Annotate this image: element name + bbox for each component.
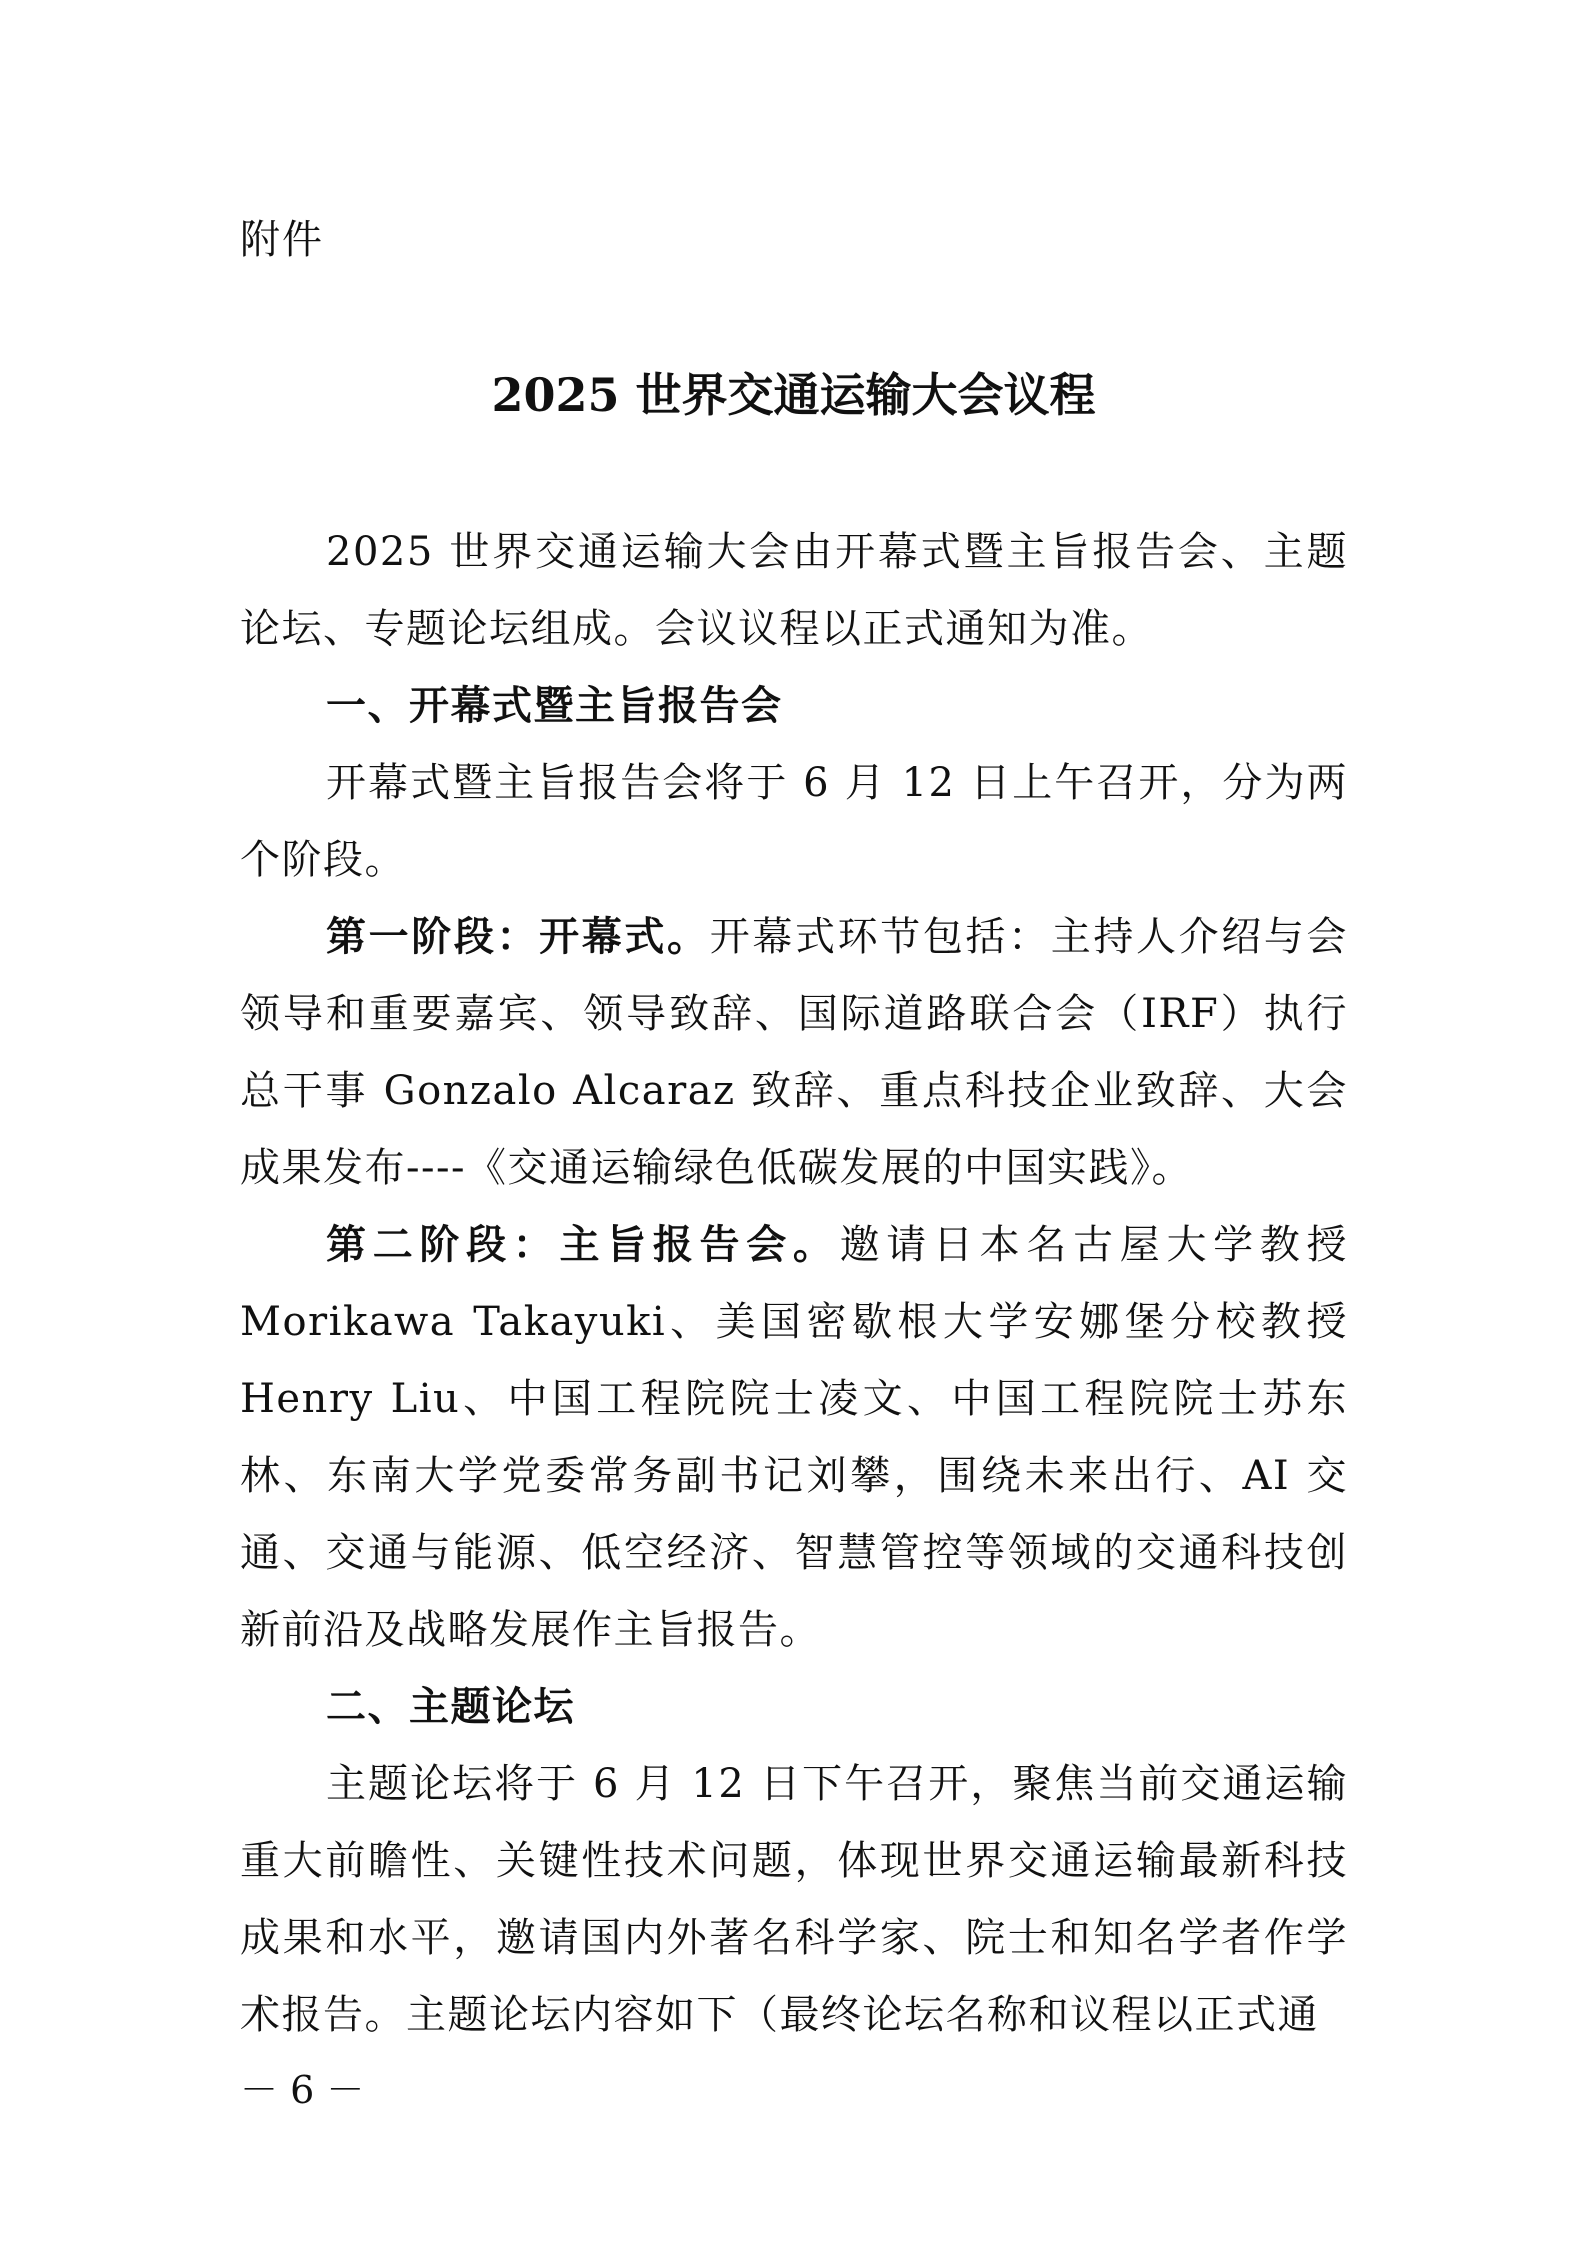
stage1-text: 开幕式环节包括：主持人介绍与会领导和重要嘉宾、领导致辞、国际道路联合会（IRF）执行总干事 Gonzalo Alcaraz 致辞、重点科技企业致辞、大会成果发布----《交通运输绿色低碳发展的中国实践》。 xyxy=(240,914,1349,1191)
stage2-lead: 第二阶段：主旨报告会。 xyxy=(326,1222,840,1268)
section-heading-theme-forum: 二、主题论坛 xyxy=(326,1684,575,1730)
section-heading-opening: 一、开幕式暨主旨报告会 xyxy=(326,683,783,729)
theme-forum-paragraph: 主题论坛将于 6 月 12 日下午召开，聚焦当前交通运输重大前瞻性、关键性技术问题，体现世界交通运输最新科技成果和水平，邀请国内外著名科学家、院士和知名学者作学术报告。主题论坛内容如下（最终论坛名称和议程以正式通 xyxy=(240,1761,1348,2038)
document-body xyxy=(240,514,1348,2054)
document-title: 2025 世界交通运输大会议程 xyxy=(491,368,1096,422)
intro-paragraph: 2025 世界交通运输大会由开幕式暨主旨报告会、主题论坛、专题论坛组成。会议议程以正式通知为准。 xyxy=(240,529,1348,652)
page-number: － 6 － xyxy=(240,2068,365,2112)
stage2-paragraph xyxy=(240,1207,1348,1669)
stage2-text: 邀请日本名古屋大学教授 Morikawa Takayuki、美国密歇根大学安娜堡分校教授 Henry Liu、中国工程院院士凌文、中国工程院院士苏东林、东南大学党委常务副书记刘攀，围绕未来出行、AI 交通、交通与能源、低空经济、智慧管控等领域的交通科技创新前沿及战略发展作主旨报告。 xyxy=(240,1222,1349,1653)
stage1-lead: 第一阶段：开幕式。 xyxy=(326,914,710,960)
opening-summary-paragraph: 开幕式暨主旨报告会将于 6 月 12 日上午召开，分为两个阶段。 xyxy=(240,760,1348,883)
stage1-paragraph xyxy=(240,899,1348,1207)
attachment-label: 附件 xyxy=(240,217,324,263)
